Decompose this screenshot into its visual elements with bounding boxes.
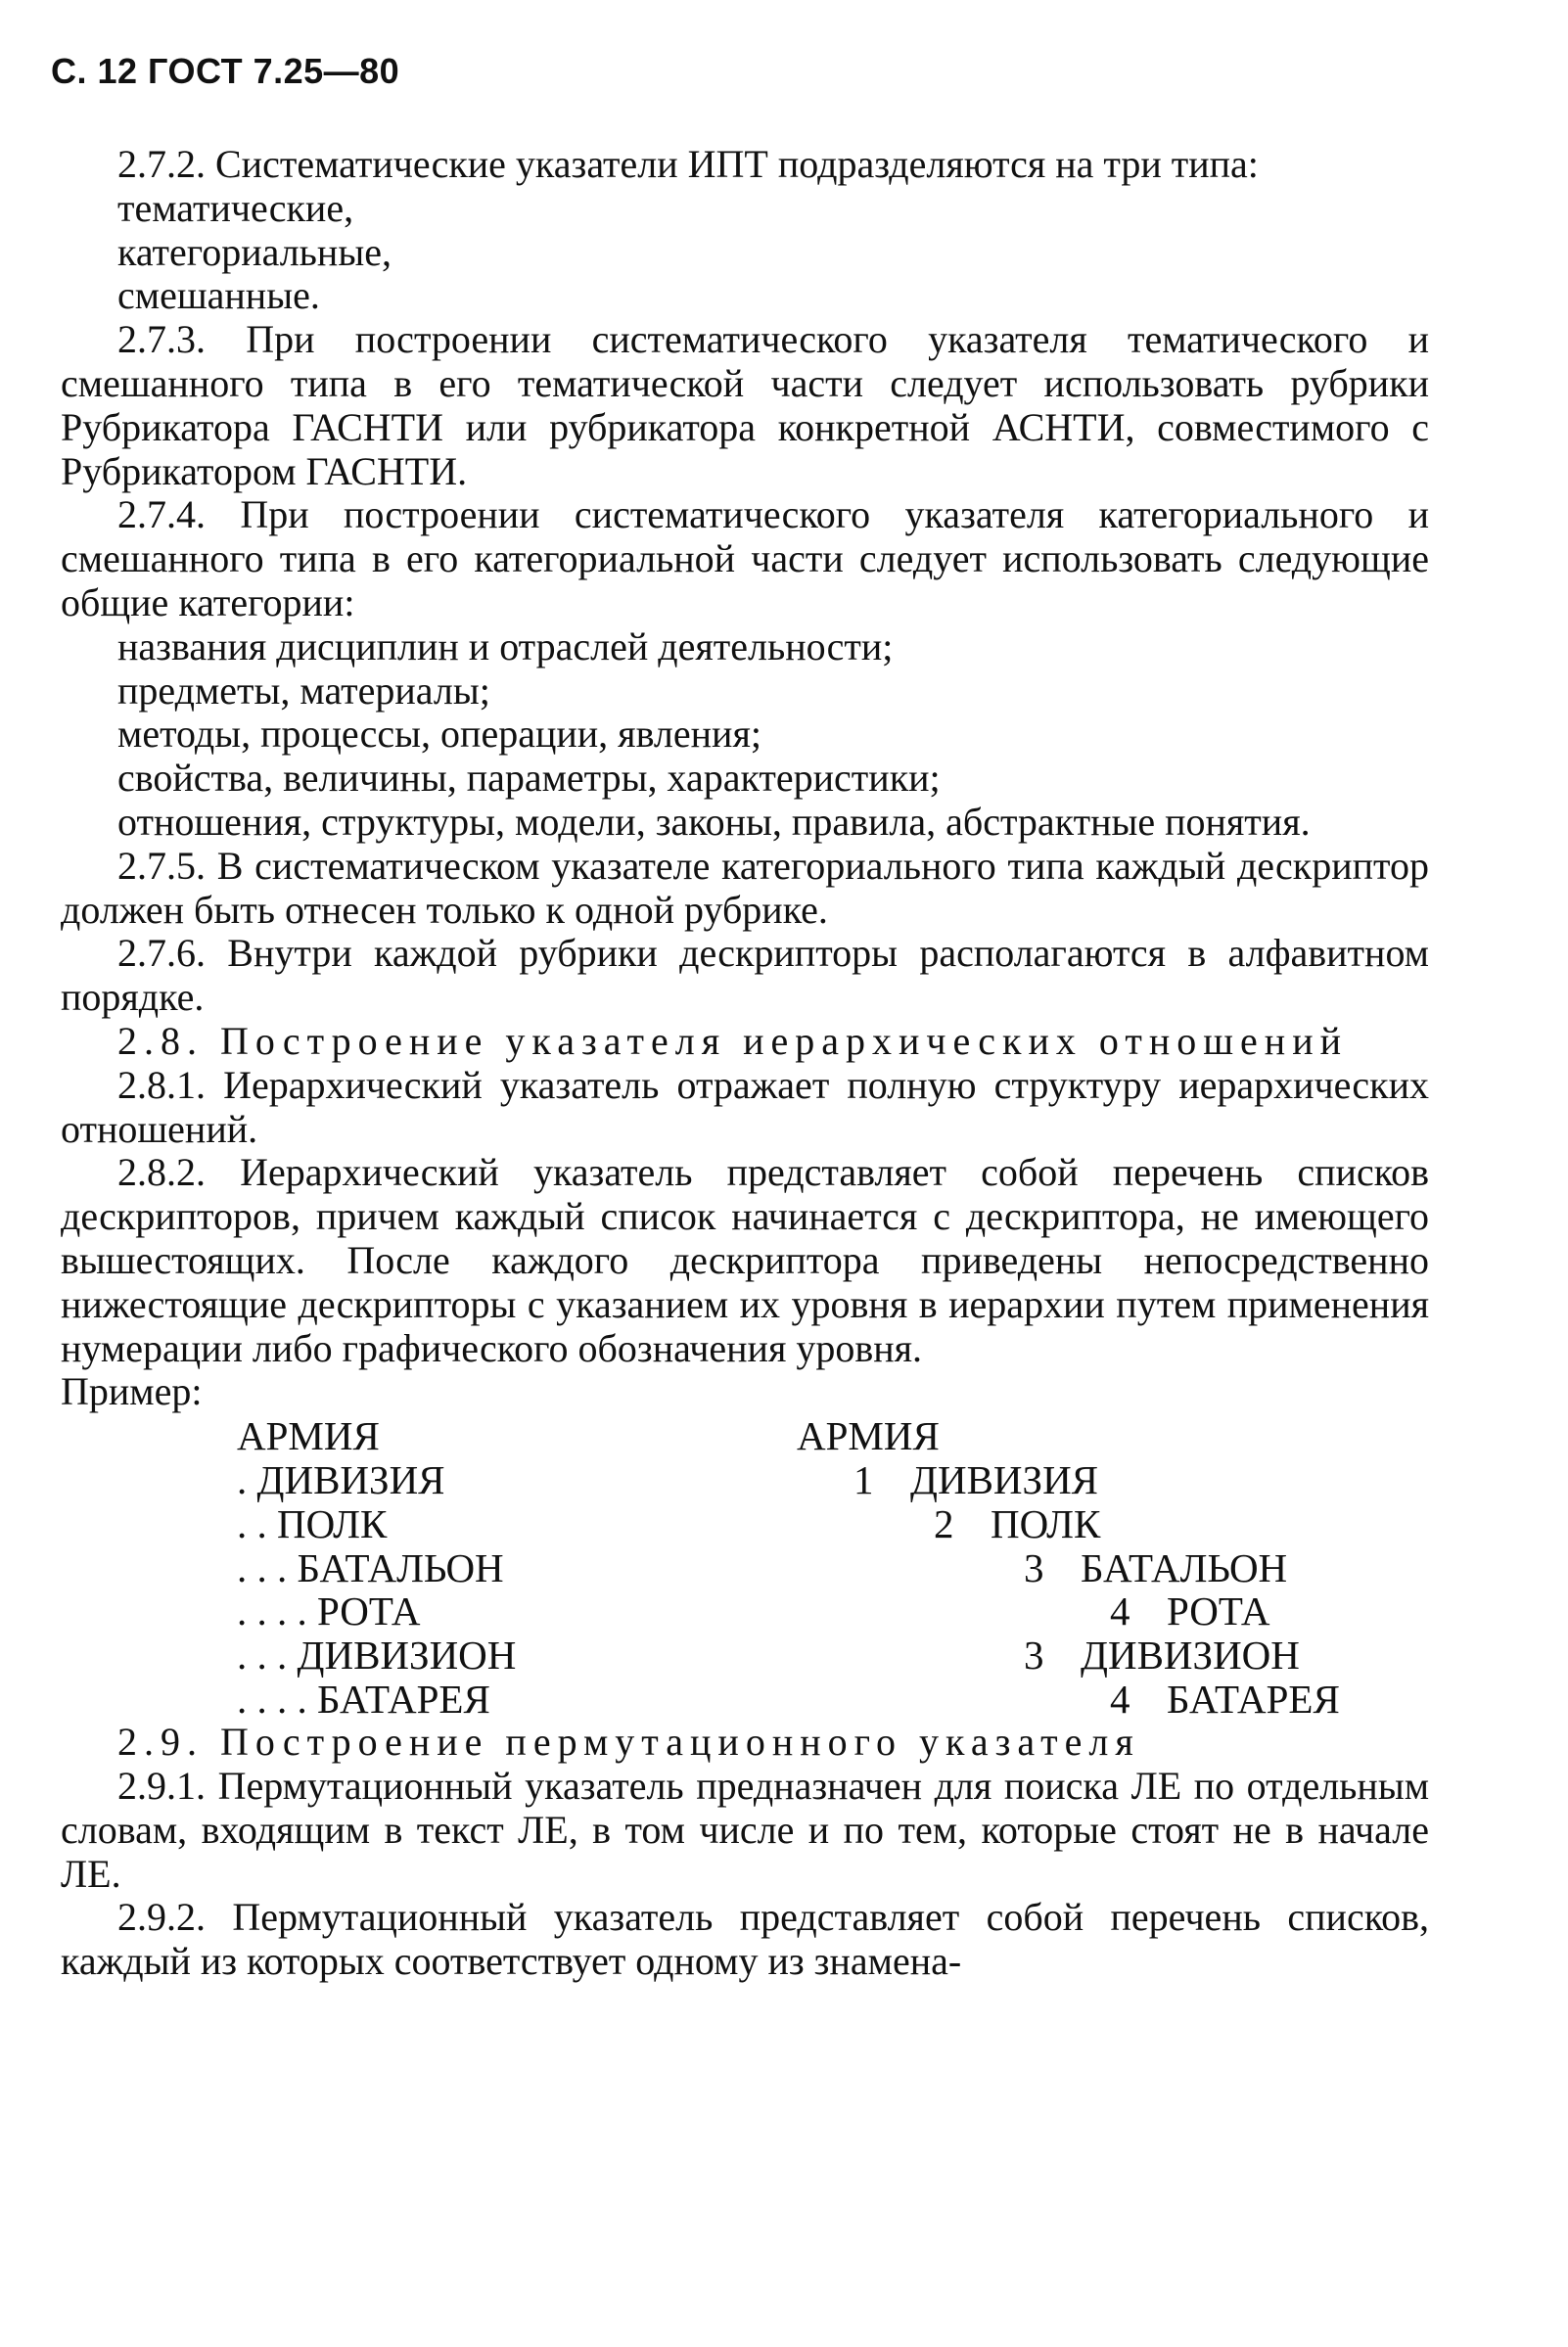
list-item: категориальные, [117,229,392,274]
example-row: . . . . РОТА [237,1588,421,1634]
section-heading-2-8: 2.8. Построение указателя иерархических отношений [117,1018,1349,1063]
list-item: названия дисциплин и отраслей деятельности; [117,623,894,668]
example-term: ДИВИЗИОН [1081,1633,1300,1679]
level-number: 1 [853,1456,874,1502]
category-list [61,625,1429,801]
example-row: . . ПОЛК [237,1500,388,1546]
page-header: С. 12 ГОСТ 7.25—80 [51,51,400,91]
index-type-list [61,187,1429,318]
clause-2-8-1: 2.8.1. Иерархический указатель отражает полную структуру иерархических отношений. [61,1062,1429,1151]
example-row [797,1634,1340,1678]
level-number: 3 [1024,1633,1044,1679]
example-row [797,1414,1340,1458]
list-item: тематические, [117,185,354,230]
example-row: . . . . БАТАРЕЯ [237,1676,490,1722]
document-body [61,143,1429,1984]
example-term: ПОЛК [991,1500,1101,1546]
example-row [797,1546,1340,1590]
clause-2-7-2: 2.7.2. Систематические указатели ИПТ подразделяются на три типа: [117,142,1259,186]
list-item: свойства, величины, параметры, характеристики; [117,756,941,801]
example-numbered-column [797,1414,1340,1722]
example-term: РОТА [1167,1588,1270,1634]
example-row: . . . БАТАЛЬОН [237,1544,504,1590]
example-term: БАТАРЕЯ [1167,1676,1340,1722]
example-row [797,1458,1340,1502]
example-row [797,1589,1340,1634]
example-row [797,1502,1340,1546]
clause-2-7-3: 2.7.3. При построении систематического указателя тематического и смешанного типа в его тематической части следует использовать рубрики Рубрикатора ГАСНТИ или рубрикатора конкретной АСНТИ, совместимого с Рубрикатором ГАСНТИ. [61,317,1429,493]
clause-2-9-1: 2.9.1. Пермутационный указатель предназначен для поиска ЛЕ по отдельным словам, входящим в текст ЛЕ, в том числе и по тем, которые стоят не в начале ЛЕ. [61,1763,1429,1896]
clause-2-9-2: 2.9.2. Пермутационный указатель представляет собой перечень списков, каждый из которых соответствует одному из знамена- [61,1895,1429,1984]
section-heading-2-9: 2.9. Построение пермутационного указателя [117,1720,1140,1765]
clause-2-7-6: 2.7.6. Внутри каждой рубрики дескрипторы располагаются в алфавитном порядке. [61,931,1429,1020]
example-term: БАТАЛЬОН [1081,1544,1288,1590]
level-number: 2 [934,1500,954,1546]
list-item: методы, процессы, операции, явления; [117,712,761,757]
clause-2-7-5: 2.7.5. В систематическом указателе категориального типа каждый дескриптор должен быть отнесен только к одной рубрике. [61,843,1429,932]
example-row: . ДИВИЗИЯ [237,1456,445,1502]
level-number: 4 [1110,1676,1130,1722]
hierarchy-example [61,1414,1429,1721]
list-item-last: отношения, структуры, модели, законы, правила, абстрактные понятия. [117,799,1311,844]
clause-2-7-4: 2.7.4. При построении систематического указателя категориального и смешанного типа в его категориальной части следует использовать следующие общие категории: [61,492,1429,624]
list-item: смешанные. [117,273,320,318]
example-row: АРМИЯ [237,1413,380,1459]
level-number: 3 [1024,1544,1044,1590]
example-row [797,1678,1340,1722]
example-term: ДИВИЗИЯ [910,1456,1099,1502]
level-number: 4 [1110,1588,1130,1634]
example-dotted-column [237,1414,516,1722]
list-item: предметы, материалы; [117,667,490,713]
example-term: АРМИЯ [797,1413,940,1459]
clause-2-8-2: 2.8.2. Иерархический указатель представляет собой перечень списков дескрипторов, причем каждый список начинается с дескриптора, не имеющего вышестоящих. После каждого дескриптора приведены непосредственно нижестоящие дескрипторы с указанием их уровня в иерархии путем применения нумерации либо графического обозначения уровня. [61,1150,1429,1370]
example-row: . . . ДИВИЗИОН [237,1633,517,1679]
example-label: Пример: [61,1369,203,1414]
